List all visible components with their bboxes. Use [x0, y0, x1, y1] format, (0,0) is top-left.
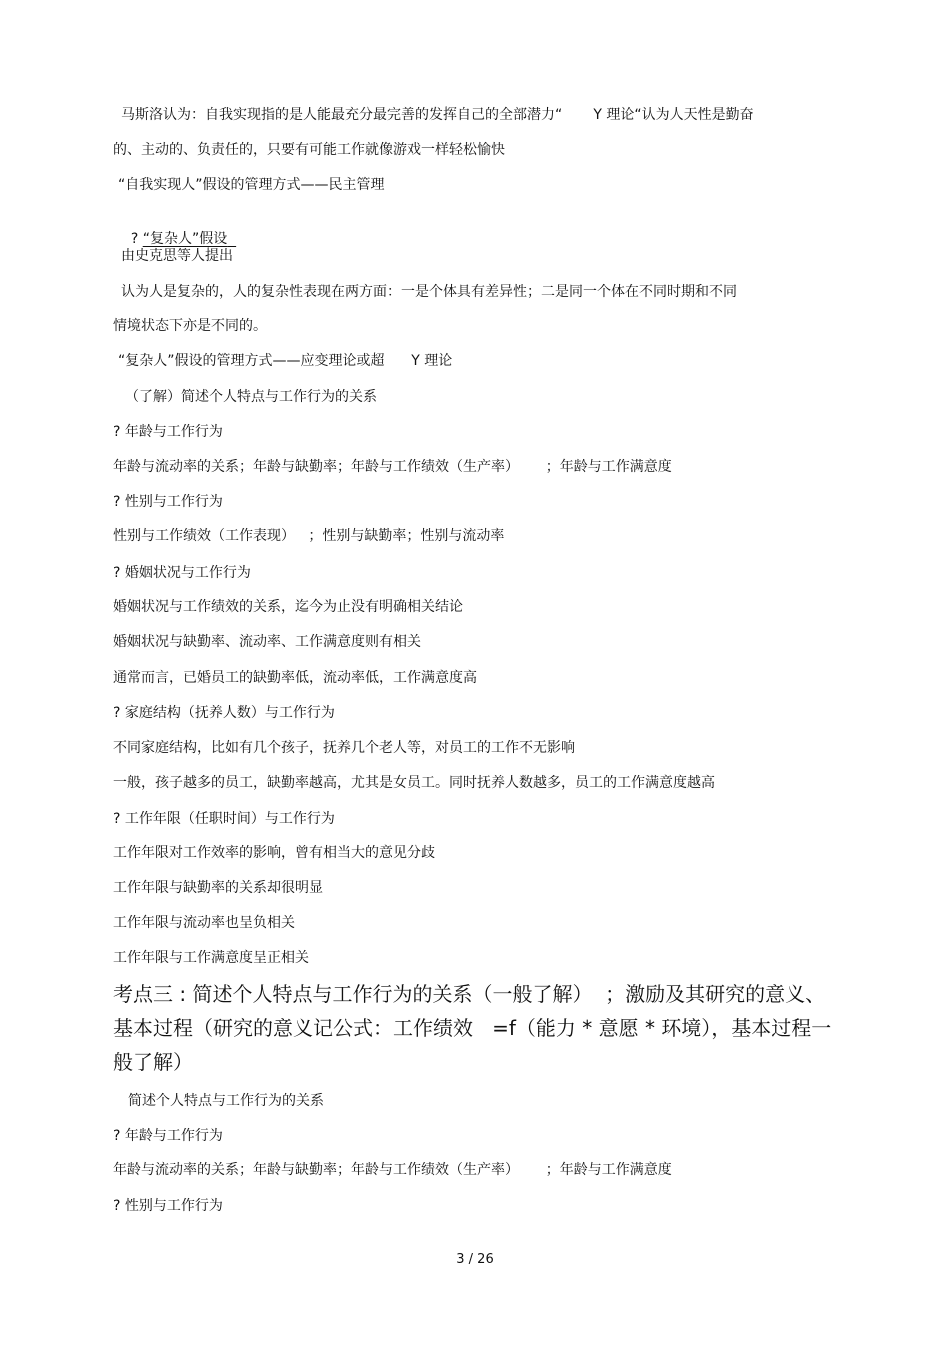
underlined-heading: “复杂人”假设: [142, 231, 228, 247]
text-line: 的、主动的、负责任的，只要有可能工作就像游戏一样轻松愉快: [113, 142, 505, 158]
section-heading: 般了解）: [113, 1050, 193, 1074]
text-line: 工作年限与缺勤率的关系却很明显: [113, 880, 323, 896]
text-line: 简述个人特点与工作行为的关系: [128, 1093, 324, 1109]
text-line: 年龄与流动率的关系；年龄与缺勤率；年龄与工作绩效（生产率） ；年龄与工作满意度: [113, 1162, 672, 1178]
text-line: “复杂人”假设的管理方式——应变理论或超 Y 理论: [118, 353, 453, 369]
section-heading: 考点三 : 简述个人特点与工作行为的关系（一般了解） ；激励及其研究的意义、: [113, 982, 826, 1006]
text-line: 工作年限对工作效率的影响，曾有相当大的意见分歧: [113, 845, 435, 861]
bullet-heading: ? 婚姻状况与工作行为: [113, 565, 251, 581]
text-line: 年龄与流动率的关系；年龄与缺勤率；年龄与工作绩效（生产率） ；年龄与工作满意度: [113, 459, 672, 475]
bullet-heading: ? 年龄与工作行为: [113, 424, 223, 440]
text-line: 情境状态下亦是不同的。: [113, 318, 267, 334]
text-line: 一般，孩子越多的员工，缺勤率越高，尤其是女员工。同时抚养人数越多，员工的工作满意度越高: [113, 775, 715, 791]
text-line: 婚姻状况与工作绩效的关系，迄今为止没有明确相关结论: [113, 599, 463, 615]
text-line: 通常而言，已婚员工的缺勤率低，流动率低，工作满意度高: [113, 670, 477, 686]
text-line: 马斯洛认为：自我实现指的是人能最充分最完善的发挥自己的全部潜力“ Y 理论“认为人天性是勤奋: [121, 107, 754, 123]
text-line: 工作年限与工作满意度呈正相关: [113, 950, 309, 966]
text-line: 性别与工作绩效（工作表现） ；性别与缺勤率；性别与流动率: [113, 528, 505, 544]
bullet-heading: ? 家庭结构（抚养人数）与工作行为: [113, 705, 335, 721]
text-line: 由史克思等人提出: [121, 248, 233, 264]
text-line: 婚姻状况与缺勤率、流动率、工作满意度则有相关: [113, 634, 421, 650]
text-line: 认为人是复杂的，人的复杂性表现在两方面：一是个体具有差异性；二是同一个体在不同时期和不同: [121, 284, 737, 300]
bullet-marker: ?: [130, 231, 143, 247]
bullet-heading: ? 工作年限（任职时间）与工作行为: [113, 811, 335, 827]
text-line: 工作年限与流动率也呈负相关: [113, 915, 295, 931]
section-heading: 基本过程（研究的意义记公式：工作绩效 =f（能力 * 意愿 * 环境），基本过程一: [113, 1016, 832, 1040]
text-line: （了解）简述个人特点与工作行为的关系: [125, 389, 377, 405]
text-line: “自我实现人”假设的管理方式——民主管理: [118, 177, 385, 193]
page-number: 3 / 26: [456, 1252, 494, 1267]
bullet-heading: ? 性别与工作行为: [113, 1198, 223, 1214]
text-line: 不同家庭结构，比如有几个孩子，抚养几个老人等，对员工的工作不无影响: [113, 740, 575, 756]
bullet-heading: ? 性别与工作行为: [113, 494, 223, 510]
bullet-heading: ? 年龄与工作行为: [113, 1128, 223, 1144]
